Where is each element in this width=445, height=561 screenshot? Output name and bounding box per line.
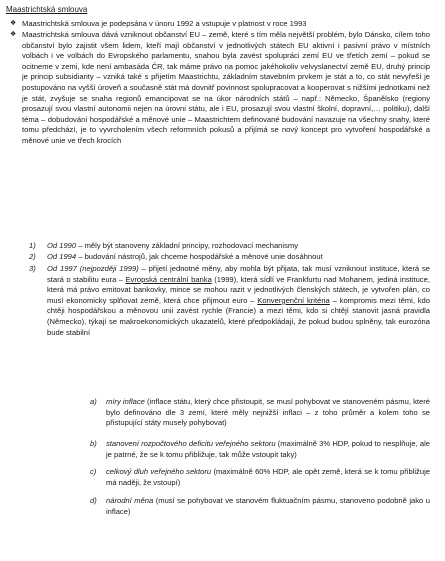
step-year: Od 1990 [47,241,77,250]
step-text: – budování nástrojů, jak chceme hospodářské a měnové unie dosáhnout [76,252,323,261]
criterion-letter: b) [90,439,97,448]
bullet-item [10,19,430,30]
criterion-text: (maximálně 60% HDP, ale opět země, která se k tomu přibližuje má naději, že vstoupí) [106,467,430,487]
criterion-letter: a) [90,397,97,406]
step-year-note: (nejpozději 1999) [79,264,139,273]
ecb-link[interactable]: Evropská centrální banka [125,274,212,284]
criterion-item [90,467,430,488]
step-item [29,241,430,252]
convergence-criteria-link[interactable]: Konvergenční kritéria [257,295,330,305]
bullet-icon: ❖ [10,20,17,27]
section-heading: Maastrichtská smlouva [6,5,88,14]
step-year: Od 1997 [47,264,77,273]
criterion-text: (musí se pohybovat ve stanovém fluktuačním pásmu, stanoveno podobně jako u inflace) [106,496,430,516]
step-number: 2) [29,252,36,261]
bullet-text: Maastrichtská smlouva je podepsána v únoru 1992 a vstupuje v platnost v roce 1993 [22,19,307,28]
bullet-item [10,30,430,147]
step-item [29,264,430,338]
criterion-letter: c) [90,467,97,476]
step-text: – kompromis mezi těmi, kdo chtěji hospodářskou a měnovou unii zavést rychle (Francie) a mezi těmi, kdo si chtějí stanovit jasná pravidla (Německo), týkají se makroekonomických ukazatelů, které předpokládají, že pokud budou splněny, tak eurozóna bude stabilní [47,295,430,337]
step-number: 3) [29,264,36,273]
criterion-item [90,496,430,517]
criterion-item [90,397,430,429]
step-text: – měly být stanoveny základní principy, rozhodovací mechanismy [76,241,299,250]
bullet-icon: ❖ [10,31,17,38]
step-year: Od 1994 [47,252,77,261]
criterion-item [90,439,430,460]
criterion-term: národní měna [106,496,154,505]
criterion-text: (inflace státu, který chce přistoupit, se musí pohybovat ve stanoveném pásmu, které bylo definováno dle 3 zemí, které měly nejnižší inflaci – z toho průměr a kolem toho se přistupující státy musely pohybovat) [106,397,430,428]
criterion-text: (maximálně 3% HDP, pokud to nesplňuje, ale je patrné, že se k tomu přibližuje, tak může vstoupit taky) [106,439,430,459]
criterion-term: celkový dluh veřejného sektoru [106,467,212,476]
bullet-text: Maastrichtská smlouva dává vzniknout občanství EU – země, které s tím měla největší problém, bylo Dánsko, cílem toho občanství bylo zajistit všem lidem, kteří mají občanství v jednotlivých státech EU aktivní i pasivní právo v místních volbách i ve volbách do Evropského parlamentu, snahou byla zavést spolupráci zemí EU ve třetích zemí – pokud se ocitneme v zemi, kde není ambasáda ČR, tak máme právo na pomoc jakéhokoliv velvyslanectví země EU, druhý princip je princip subsidiarity – vzniká také s přijetím Maastrichtu, základním stavebním prvkem je stát a to, co stát nevyřeší je postupováno na vyšší úroveň a současně stát má dovnitř povinnost spolupracovat a kooperovat s nižšími jednotkami než je stát, zvyšuje se snaha regionů emancipovat se na úkor národních států – např.: Německo, Španělsko (regiony prosazují svou vlastní autonomii nejen na úrovni státu, ale i EU, prosazují svou vlastní školní, dopravní,… politiku), další téma – dobudování hospodářské a měnové unie – Maastrichtem definované budování navazuje na všechny snahy, které tomu předchází, je to vyvrcholením všech reformních pokusů a přijímá se nový koncept pro vytvoření hospodářské a měnové unie ve třech krocích [22,30,430,145]
criterion-term: míry inflace [106,397,145,406]
step-number: 1) [29,241,36,250]
step-text: – přijetí jednotné měny, aby mohla být přijata, tak musí vzniknout instituce, která se stará o stabilitu eura – [47,264,430,284]
criterion-term: stanovení rozpočtového deficitu veřejného sektoru [106,439,276,448]
criterion-letter: d) [90,496,97,505]
step-text: (1999), která sídlí ve Frankfurtu nad Mohanem, jediná instituce, která má právo emitovat bankovky, mince se mohou razit v jednotlivých členských státech, je vytvořen plán, co musí ekonomicky splňovat země, která chce přijmout euro – [47,274,430,305]
step-item [29,252,430,263]
